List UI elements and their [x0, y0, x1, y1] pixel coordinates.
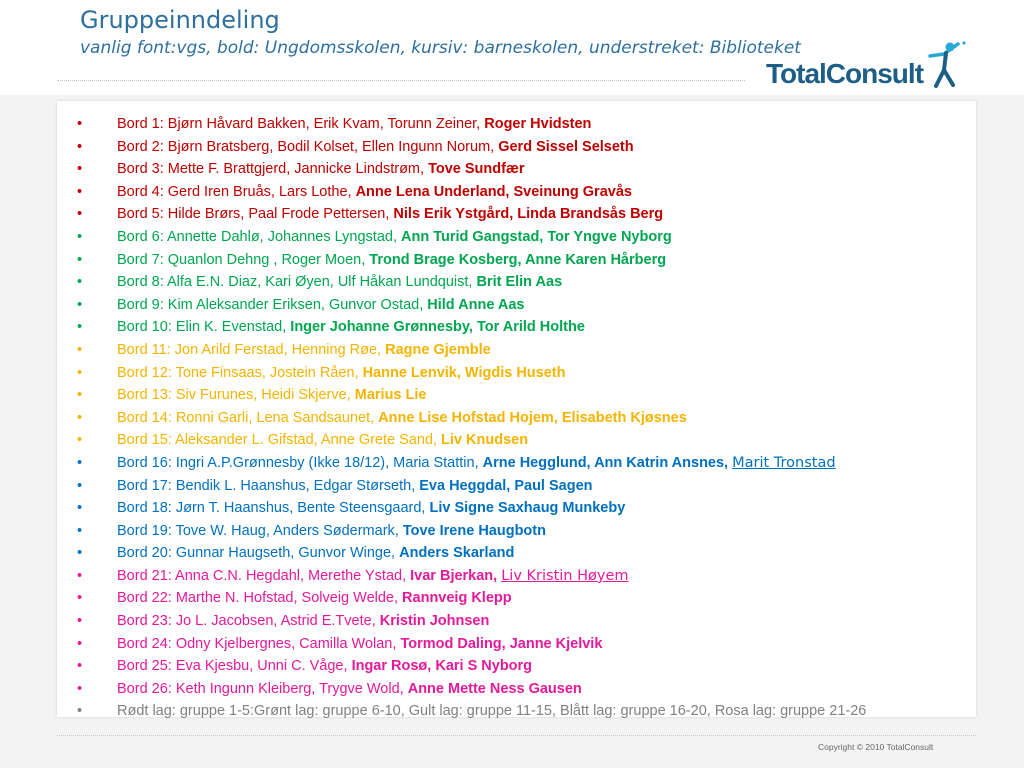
content-panel [57, 101, 976, 720]
item-text-regular: Bord 7: Quanlon Dehng , Roger Moen, [117, 251, 370, 268]
bullet-icon: • [77, 228, 83, 245]
list-item-text [117, 203, 663, 226]
item-text-regular: Bord 10: Elin K. Evenstad, [117, 319, 291, 336]
bullet-icon: • [77, 454, 83, 471]
list-item-text [117, 362, 565, 385]
bullet-icon: • [77, 432, 83, 449]
bullet-icon: • [77, 341, 83, 358]
bullet-icon: • [77, 138, 83, 155]
item-text-regular: Bord 17: Bendik L. Haanshus, Edgar Størseth, [117, 477, 420, 494]
item-text-bold: Hild Anne Aas [427, 296, 525, 313]
list-item [57, 384, 976, 407]
list-item-text [117, 655, 532, 678]
bullet-icon: • [77, 409, 83, 426]
list-item-text [117, 475, 593, 498]
item-text-regular: Bord 20: Gunnar Haugseth, Gunvor Winge, [117, 545, 400, 562]
bullet-icon: • [77, 116, 83, 132]
bullet-icon: • [77, 658, 83, 675]
bullet-icon: • [77, 251, 83, 268]
bullet-icon: • [77, 387, 83, 404]
list-item [57, 203, 976, 226]
list-item-text [117, 271, 562, 294]
item-text-bold: Ann Turid Gangstad, Tor Yngve Nyborg [401, 228, 672, 245]
item-text-regular: Bord 21: Anna C.N. Hegdahl, Merethe Ystad, [117, 567, 411, 584]
item-text-regular: Bord 18: Jørn T. Haanshus, Bente Steensgaard, [117, 500, 430, 517]
item-text-regular: Bord 15: Aleksander L. Gifstad, Anne Grete Sand, [117, 432, 442, 449]
item-text-regular: Bord 14: Ronni Garli, Lena Sandsaunet, [117, 409, 379, 426]
item-text-regular: Bord 3: Mette F. Brattgjerd, Jannicke Lindstrøm, [117, 161, 429, 178]
list-item-text [117, 249, 666, 272]
list-item [57, 587, 976, 610]
item-text-regular: Rødt lag: gruppe 1-5:Grønt lag: gruppe 6-10, Gult lag: gruppe 11-15, Blått lag: gruppe 16-20, Rosa lag: gruppe 21-26 [117, 703, 867, 720]
bullet-icon: • [77, 477, 83, 494]
item-text-bold: Tormod Daling, Janne Kjelvik [400, 635, 603, 652]
item-text-bold: Hanne Lenvik, Wigdis Huseth [362, 364, 566, 381]
item-text-bold: Anne Lena Underland, Sveinung Gravås [355, 183, 632, 200]
list-item-text [117, 294, 525, 317]
list-item [57, 181, 976, 204]
list-item [57, 113, 976, 136]
list-item-text [117, 136, 634, 159]
bullet-icon: • [77, 545, 83, 562]
item-text-bold: Liv Knudsen [441, 432, 529, 449]
item-text-bold: Ragne Gjemble [385, 341, 491, 358]
list-item [57, 429, 976, 452]
list-item-text [117, 678, 582, 701]
logo-text: TotalConsult [766, 58, 924, 89]
item-text-regular: Bord 23: Jo L. Jacobsen, Astrid E.Tvete, [117, 613, 380, 630]
list-item [57, 678, 976, 701]
item-text-regular: Bord 13: Siv Furunes, Heidi Skjerve, [117, 387, 355, 404]
list-item [57, 700, 976, 723]
item-text-bold: Kristin Johnsen [379, 613, 490, 630]
item-text-underlined: Marit Tronstad [732, 454, 836, 471]
item-text-regular: Bord 6: Annette Dahlø, Johannes Lyngstad, [117, 228, 402, 245]
list-item [57, 633, 976, 656]
list-item-text [117, 587, 512, 610]
item-text-regular: Bord 19: Tove W. Haug, Anders Sødermark, [117, 522, 403, 539]
list-item [57, 316, 976, 339]
list-item-text [117, 316, 585, 339]
list-item-text [117, 384, 426, 407]
bullet-icon: • [77, 274, 83, 291]
list-item [57, 655, 976, 678]
item-text-bold: Marius Lie [354, 387, 427, 404]
item-text-regular: Bord 8: Alfa E.N. Diaz, Kari Øyen, Ulf Håkan Lundquist, [117, 274, 477, 291]
item-text-regular: Bord 2: Bjørn Bratsberg, Bodil Kolset, Ellen Ingunn Norum, [117, 138, 499, 155]
list-item-text [117, 565, 628, 588]
list-item-text [117, 452, 836, 475]
bullet-icon: • [77, 522, 83, 539]
item-text-regular: Bord 22: Marthe N. Hofstad, Solveig Welde, [117, 590, 403, 607]
logo-figure-icon [924, 38, 970, 92]
item-text-regular: Bord 25: Eva Kjesbu, Unni C. Våge, [117, 658, 352, 675]
list-item-text [117, 113, 591, 136]
bullet-icon: • [77, 613, 83, 630]
header-divider [57, 80, 745, 81]
bullet-icon: • [77, 319, 83, 336]
list-item [57, 136, 976, 159]
page-title: Gruppeinndeling [80, 6, 280, 34]
copyright-text: Copyright © 2010 TotalConsult [818, 742, 934, 752]
list-item [57, 226, 976, 249]
list-item-text [117, 429, 528, 452]
list-item-text [117, 497, 625, 520]
bullet-icon: • [77, 567, 83, 584]
list-item [57, 271, 976, 294]
list-item [57, 158, 976, 181]
list-item-text [117, 633, 602, 656]
item-text-bold: Tove Sundfær [428, 161, 525, 178]
item-text-regular: Bord 12: Tone Finsaas, Jostein Råen, [117, 364, 363, 381]
bullet-icon: • [77, 364, 83, 381]
list-item [57, 497, 976, 520]
item-text-bold: Anne Lise Hofstad Hojem, Elisabeth Kjøsnes [378, 409, 687, 426]
bullet-icon: • [77, 703, 83, 720]
item-text-bold: Tove Irene Haugbotn [402, 522, 546, 539]
item-text-bold: Roger Hvidsten [484, 116, 592, 132]
item-text-regular: Bord 1: Bjørn Håvard Bakken, Erik Kvam, Torunn Zeiner, [117, 116, 485, 132]
item-text-regular: Bord 9: Kim Aleksander Eriksen, Gunvor Ostad, [117, 296, 428, 313]
item-text-bold: Anne Mette Ness Gausen [407, 680, 582, 697]
bullet-icon: • [77, 500, 83, 517]
item-text-bold: Arne Hegglund, Ann Katrin Ansnes, [482, 454, 733, 471]
slide-header [0, 0, 1024, 95]
item-text-regular: Bord 16: Ingri A.P.Grønnesby (Ikke 18/12), Maria Stattin, [117, 454, 483, 471]
item-text-bold: Inger Johanne Grønnesby, Tor Arild Holthe [290, 319, 585, 336]
totalconsult-logo [766, 38, 976, 94]
item-text-underlined: Liv Kristin Høyem [501, 567, 629, 584]
bullet-icon: • [77, 680, 83, 697]
item-text-bold: Ingar Rosø, Kari S Nyborg [351, 658, 533, 675]
list-item-text [117, 181, 632, 204]
item-text-bold: Brit Elin Aas [476, 274, 563, 291]
item-text-bold: Liv Signe Saxhaug Munkeby [429, 500, 626, 517]
item-text-bold: Trond Brage Kosberg, Anne Karen Hårberg [369, 251, 667, 268]
item-text-bold: Ivar Bjerkan, [410, 567, 502, 584]
list-item-text [117, 610, 489, 633]
item-text-bold: Gerd Sissel Selseth [498, 138, 634, 155]
item-text-regular: Bord 24: Odny Kjelbergnes, Camilla Wolan, [117, 635, 401, 652]
list-item [57, 475, 976, 498]
list-item-text [117, 542, 514, 565]
item-text-bold: Rannveig Klepp [402, 590, 512, 607]
table-assignment-list [57, 113, 976, 723]
list-item-text [117, 407, 687, 430]
bullet-icon: • [77, 590, 83, 607]
item-text-regular: Bord 11: Jon Arild Ferstad, Henning Røe, [117, 341, 386, 358]
list-item [57, 407, 976, 430]
list-item [57, 610, 976, 633]
list-item [57, 452, 976, 475]
list-item [57, 294, 976, 317]
page-subtitle: vanlig font:vgs, bold: Ungdomsskolen, kursiv: barneskolen, understreket: Biblioteket [80, 38, 801, 58]
item-text-bold: Eva Heggdal, Paul Sagen [419, 477, 593, 494]
list-item [57, 565, 976, 588]
list-item [57, 249, 976, 272]
bullet-icon: • [77, 635, 83, 652]
item-text-bold: Anders Skarland [399, 545, 515, 562]
bullet-icon: • [77, 183, 83, 200]
list-item [57, 520, 976, 543]
item-text-bold: Nils Erik Ystgård, Linda Brandsås Berg [393, 206, 664, 223]
item-text-regular: Bord 26: Keth Ingunn Kleiberg, Trygve Wold, [117, 680, 408, 697]
item-text-regular: Bord 5: Hilde Brørs, Paal Frode Pettersen, [117, 206, 394, 223]
list-item-text [117, 520, 546, 543]
bullet-icon: • [77, 161, 83, 178]
bullet-icon: • [77, 296, 83, 313]
item-text-regular: Bord 4: Gerd Iren Bruås, Lars Lothe, [117, 183, 356, 200]
list-item [57, 339, 976, 362]
list-item [57, 362, 976, 385]
list-item [57, 542, 976, 565]
list-item-text [117, 339, 491, 362]
footer-divider [57, 735, 976, 736]
list-item-text [117, 700, 866, 723]
list-item-text [117, 226, 672, 249]
list-item-text [117, 158, 524, 181]
bullet-icon: • [77, 206, 83, 223]
